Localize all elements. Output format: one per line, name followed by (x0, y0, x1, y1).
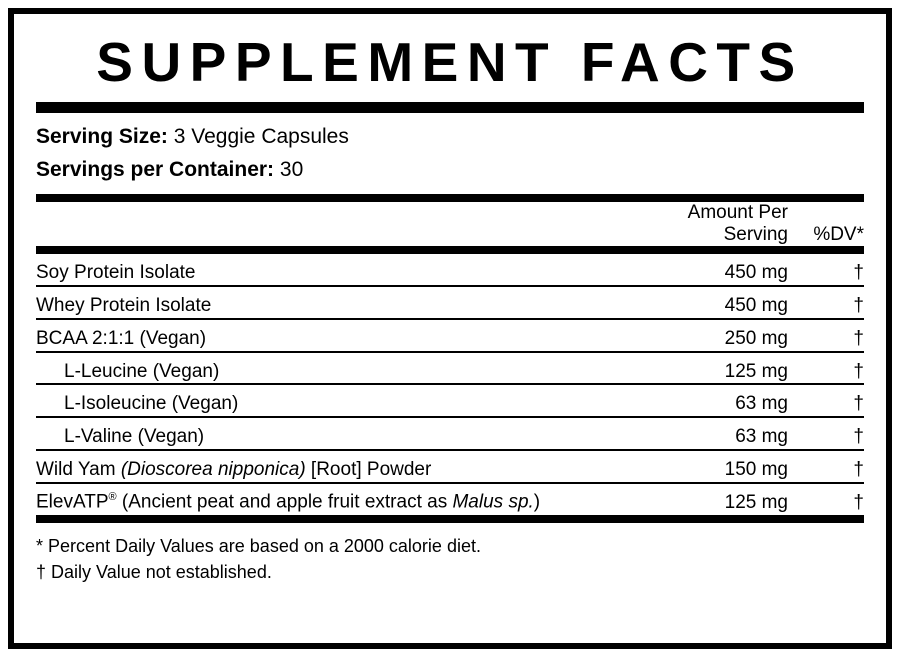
column-header-name (36, 202, 638, 246)
servings-per-container-line (36, 154, 864, 187)
servings-per-container-label: Servings per Container: (36, 157, 275, 181)
serving-info (36, 113, 864, 194)
ingredient-amount: 63 mg (735, 393, 788, 415)
table-row (36, 319, 864, 352)
ingredient-table (36, 254, 864, 514)
divider-footer (36, 515, 864, 523)
ingredient-name: L-Isoleucine (Vegan) (64, 393, 239, 415)
serving-size-label: Serving Size: (36, 125, 168, 149)
ingredient-amount: 450 mg (724, 262, 788, 284)
footnote (36, 533, 864, 559)
ingredient-name: BCAA 2:1:1 (Vegan) (36, 327, 207, 349)
ingredient-name: L-Valine (Vegan) (64, 426, 205, 448)
ingredient-daily-value: † (853, 393, 864, 415)
ingredient-amount: 150 mg (724, 458, 788, 480)
table-row (36, 417, 864, 450)
table-row (36, 254, 864, 286)
ingredient-daily-value: † (853, 491, 864, 513)
table-row (36, 450, 864, 483)
ingredient-amount: 125 mg (724, 491, 788, 513)
ingredient-daily-value: † (853, 360, 864, 382)
footnote-list (36, 523, 864, 585)
table-header-row (36, 202, 864, 246)
footnote-mark: * (36, 535, 44, 556)
ingredient-amount: 450 mg (724, 294, 788, 316)
footnote-text: Percent Daily Values are based on a 2000 calorie diet. (48, 535, 481, 556)
table-row (36, 352, 864, 385)
servings-per-container-value: 30 (279, 157, 304, 181)
page-title: SUPPLEMENT FACTS (96, 31, 804, 93)
label-content (36, 28, 864, 633)
ingredient-name: Wild Yam (Dioscorea nipponica) [Root] Powder (36, 458, 432, 480)
column-header-dv: %DV* (813, 224, 864, 246)
divider-title (36, 102, 864, 113)
footnote-mark: † (36, 561, 47, 582)
serving-size-line (36, 121, 864, 154)
label-border (8, 8, 892, 649)
ingredient-name: L-Leucine (Vegan) (64, 360, 220, 382)
ingredient-name: ElevATP® (Ancient peat and apple fruit extract as Malus sp.) (36, 491, 541, 513)
column-header-amount: Amount Per Serving (687, 202, 788, 246)
nutrition-table (36, 202, 864, 246)
ingredient-daily-value: † (853, 426, 864, 448)
table-row (36, 384, 864, 417)
ingredient-amount: 125 mg (724, 360, 788, 382)
table-row (36, 286, 864, 319)
ingredient-daily-value: † (853, 327, 864, 349)
serving-size-value: 3 Veggie Capsules (173, 125, 349, 149)
divider-serving (36, 194, 864, 202)
table-row (36, 483, 864, 515)
footnote (36, 559, 864, 585)
ingredient-daily-value: † (853, 262, 864, 284)
ingredient-daily-value: † (853, 458, 864, 480)
ingredient-name: Whey Protein Isolate (36, 294, 212, 316)
footnote-text: Daily Value not established. (51, 561, 272, 582)
ingredient-daily-value: † (853, 294, 864, 316)
ingredient-name: Soy Protein Isolate (36, 262, 196, 284)
ingredient-amount: 63 mg (735, 426, 788, 448)
ingredient-amount: 250 mg (724, 327, 788, 349)
divider-header (36, 246, 864, 254)
